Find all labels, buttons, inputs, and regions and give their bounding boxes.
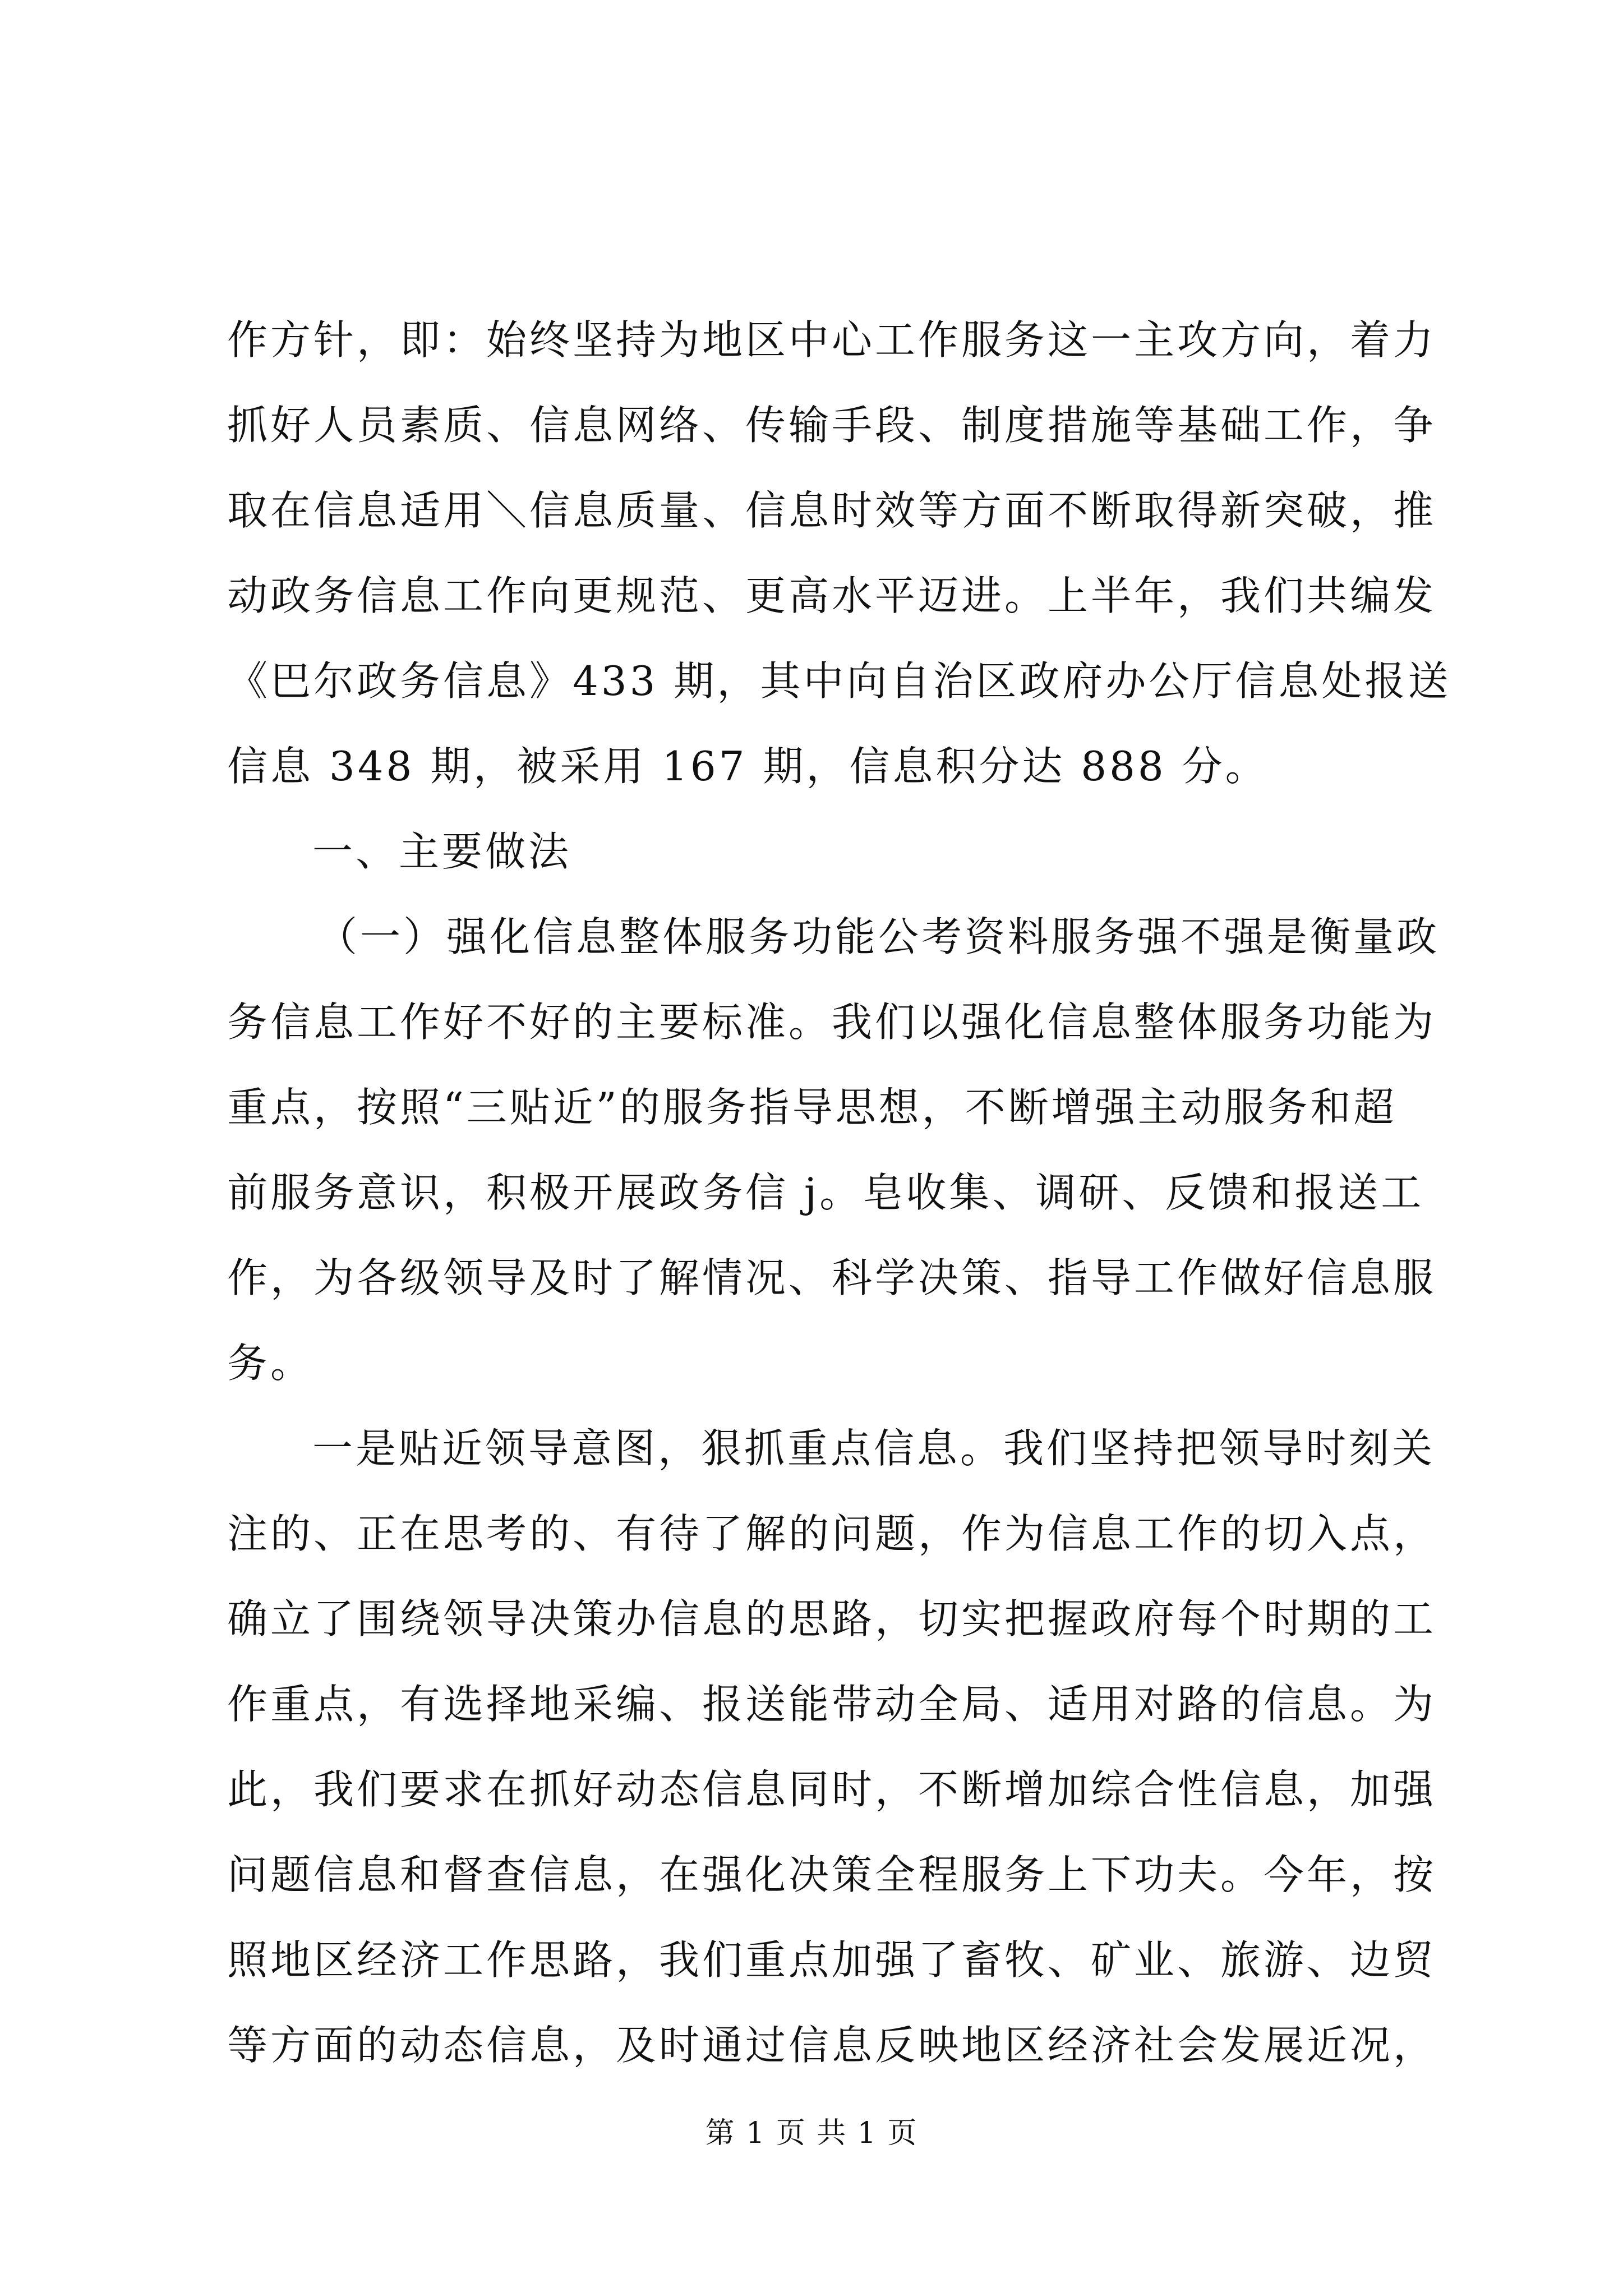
text-line: 动政务信息工作向更规范、更高水平迈进。上半年，我们共编发 xyxy=(227,572,1437,619)
text-line: 确立了围绕领导决策办信息的思路，切实把握政府每个时期的工 xyxy=(227,1595,1437,1642)
text-line: 抓好人员素质、信息网络、传输手段、制度措施等基础工作，争 xyxy=(227,402,1437,449)
text-line: 等方面的动态信息，及时通过信息反映地区经济社会发展近况， xyxy=(227,2022,1437,2069)
text-line: 重点，按照“三贴近”的服务指导思想，不断增强主动服务和超 xyxy=(227,1084,1397,1131)
text-line: 《巴尔政务信息》433 期，其中向自治区政府办公厅信息处报送 xyxy=(227,657,1451,705)
text-line: 务。 xyxy=(227,1340,314,1387)
text-line: 取在信息适用＼信息质量、信息时效等方面不断取得新突破，推 xyxy=(227,487,1437,534)
page-number-footer: 第 1 页 共 1 页 xyxy=(705,2116,918,2150)
text-line: 作重点，有选择地采编、报送能带动全局、适用对路的信息。为 xyxy=(227,1681,1437,1728)
text-line: 一是贴近领导意图，狠抓重点信息。我们坚持把领导时刻关 xyxy=(312,1425,1436,1472)
text-line: 问题信息和督查信息，在强化决策全程服务上下功夫。今年，按 xyxy=(227,1851,1437,1898)
text-line: （一）强化信息整体服务功能公考资料服务强不强是衡量政 xyxy=(317,913,1440,960)
text-line: 作，为各级领导及时了解情况、科学决策、指导工作做好信息服 xyxy=(227,1254,1437,1301)
text-line: 此，我们要求在抓好动态信息同时，不断增加综合性信息，加强 xyxy=(227,1766,1437,1813)
text-line: 注的、正在思考的、有待了解的问题，作为信息工作的切入点， xyxy=(227,1510,1437,1557)
text-line: 作方针，即：始终坚持为地区中心工作服务这一主攻方向，着力 xyxy=(227,316,1437,364)
section-heading: 一、主要做法 xyxy=(312,828,572,875)
text-line: 信息 348 期，被采用 167 期，信息积分达 888 分。 xyxy=(227,743,1269,790)
document-body xyxy=(227,297,1451,2088)
text-line: 务信息工作好不好的主要标准。我们以强化信息整体服务功能为 xyxy=(227,999,1437,1046)
text-line: 照地区经济工作思路，我们重点加强了畜牧、矿业、旅游、边贸 xyxy=(227,1936,1437,1984)
text-line: 前服务意识，积极开展政务信 j。皂收集、调研、反馈和报送工 xyxy=(227,1169,1424,1216)
